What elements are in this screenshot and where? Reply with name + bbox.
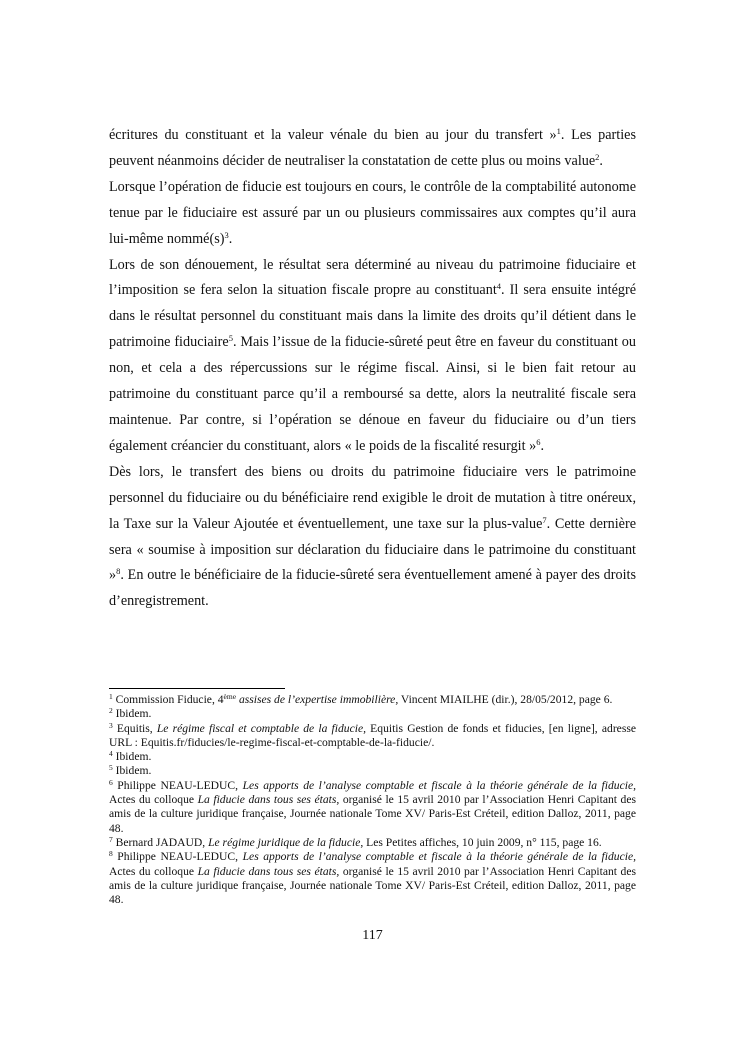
footnote-number: 6 bbox=[109, 777, 113, 787]
footnote-3 bbox=[109, 722, 636, 751]
footnote-number: 3 bbox=[109, 720, 113, 730]
text-run: . En outre le bénéficiaire de la fiducie-sûreté sera éventuellement amené à payer des droits d’enregistrement. bbox=[109, 567, 636, 610]
footnote-number: 7 bbox=[109, 834, 113, 844]
footnote-number: 2 bbox=[109, 706, 113, 716]
text-run: Dès lors, le transfert des biens ou droits du patrimoine fiduciaire vers le patrimoine personnel du fiduciaire ou du bénéficiaire rend exigible le droit de mutation à titre onéreux, la Taxe sur la Valeur Ajoutée et éventuellement, une taxe sur la plus-value bbox=[109, 463, 636, 532]
text-run: . Mais l’issue de la fiducie-sûreté peut être en faveur du constituant ou non, et cela a des répercussions sur le régime fiscal. Ainsi, si le bien fait retour au patrimoine du constituant parce qu’il a remboursé sa dette, alors la neutralité fiscale sera maintenue. Par contre, si l’opération se dénoue en faveur du fiduciaire ou d’un tiers également créancier du constituant, alors « le poids de la fiscalité resurgit » bbox=[109, 334, 636, 454]
footnotes bbox=[109, 693, 636, 907]
footnote-text: Ibidem. bbox=[112, 764, 152, 778]
footnote-number: 1 bbox=[109, 692, 113, 701]
footnote-text: Ibidem. bbox=[112, 750, 152, 764]
footnote-ref-5: 5 bbox=[228, 333, 233, 344]
footnote-ref-7: 7 bbox=[542, 514, 547, 525]
footnote-text: Philippe NEAU-LEDUC, bbox=[112, 850, 243, 864]
footnote-text: Actes du colloque bbox=[109, 864, 198, 878]
paragraph-3 bbox=[109, 253, 636, 460]
paragraph-2 bbox=[109, 175, 636, 253]
footnote-7 bbox=[109, 836, 636, 850]
footnote-6 bbox=[109, 779, 636, 836]
paragraph-4 bbox=[109, 460, 636, 615]
footnote-ref-2: 2 bbox=[595, 151, 600, 162]
text-run: . Les parties peuvent néanmoins décider de neutraliser la constatation de cette plus ou moins value bbox=[109, 127, 636, 169]
footnote-text: Bernard JADAUD, bbox=[112, 835, 209, 849]
footnote-text: Vincent MIAILHE (dir.), 28/05/2012, page 6. bbox=[398, 693, 613, 706]
footnote-number: 8 bbox=[109, 849, 113, 859]
footnote-number: 4 bbox=[109, 749, 113, 759]
footnote-text: Philippe NEAU-LEDUC, bbox=[112, 778, 243, 792]
text-run: . bbox=[540, 437, 544, 454]
footnote-text: organisé le 15 avril 2010 par l’Association Henri Capitant des amis de la culture juridique française, Journée nationale Tome XV/ Paris-Est Créteil, edition Dalloz, 2011, page 48. bbox=[109, 864, 636, 907]
footnote-title: Les apports de l’analyse comptable et fiscale à la théorie générale de la fiducie, bbox=[242, 850, 636, 864]
footnote-text: , Les Petites affiches, 10 juin 2009, n° 115, page 16. bbox=[360, 835, 602, 849]
footnote-ref-8: 8 bbox=[116, 566, 121, 577]
text-run: . bbox=[228, 230, 233, 247]
footnote-1 bbox=[109, 693, 636, 707]
footnote-title: La fiducie dans tous ses états, bbox=[197, 864, 340, 878]
paragraph-1 bbox=[109, 123, 636, 175]
footnote-text: Ibidem. bbox=[112, 707, 152, 721]
footnote-text: organisé le 15 avril 2010 par l’Association Henri Capitant des amis de la culture juridique française, Journée nationale Tome XV/ Paris-Est Créteil, edition Dalloz, 2011, page 48. bbox=[109, 793, 636, 835]
footnote-5 bbox=[109, 764, 636, 778]
footnote-superscript: ème bbox=[223, 692, 237, 701]
footnote-title: La fiducie dans tous ses états, bbox=[197, 793, 340, 807]
text-run: . bbox=[599, 152, 603, 169]
footnote-separator bbox=[109, 688, 285, 689]
footnote-text: Actes du colloque bbox=[109, 793, 198, 807]
footnote-title: Le régime juridique de la fiducie bbox=[208, 835, 361, 849]
text-run: Lorsque l’opération de fiducie est toujours en cours, le contrôle de la comptabilité autonome tenue par le fiduciaire est assuré par un ou plusieurs commissaires aux comptes qu’il aura lui-même nommé(s) bbox=[109, 178, 636, 247]
footnote-title: assises de l’expertise immobilière, bbox=[236, 693, 399, 706]
page-number: 117 bbox=[362, 928, 383, 943]
footnote-ref-6: 6 bbox=[536, 436, 541, 447]
footnote-ref-3: 3 bbox=[224, 229, 229, 240]
footnote-8 bbox=[109, 850, 636, 907]
footnote-title: Le régime fiscal et comptable de la fiducie, bbox=[156, 721, 367, 735]
footnote-4 bbox=[109, 750, 636, 764]
footnote-ref-1: 1 bbox=[556, 126, 561, 136]
body-text bbox=[109, 123, 636, 615]
footnote-text: Equitis Gestion de fonds et fiducies, [en ligne], adresse URL : Equitis.fr/fiducies/le-regime-fiscal-et-comptable-de-la-fiducie/. bbox=[109, 721, 636, 749]
text-run: . Cette dernière sera « soumise à imposition sur déclaration du fiduciaire dans le patrimoine du constituant » bbox=[109, 515, 636, 584]
text-run: . Il sera ensuite intégré dans le résultat personnel du constituant mais dans la limite des droits qu’il détient dans le patrimoine fiduciaire bbox=[109, 282, 636, 351]
text-run: écritures du constituant et la valeur vénale du bien au jour du transfert » bbox=[109, 127, 557, 143]
footnote-title: Les apports de l’analyse comptable et fiscale à la théorie générale de la fiducie, bbox=[242, 778, 636, 792]
footnote-number: 5 bbox=[109, 763, 113, 773]
text-run: Lors de son dénouement, le résultat sera déterminé au niveau du patrimoine fiduciaire et l’imposition se fera selon la situation fiscale propre au constituant bbox=[109, 256, 636, 299]
footnote-2 bbox=[109, 707, 636, 721]
footnote-text: Commission Fiducie, 4 bbox=[112, 693, 224, 706]
footnote-text: Equitis, bbox=[112, 721, 157, 735]
footnote-ref-4: 4 bbox=[496, 281, 502, 292]
